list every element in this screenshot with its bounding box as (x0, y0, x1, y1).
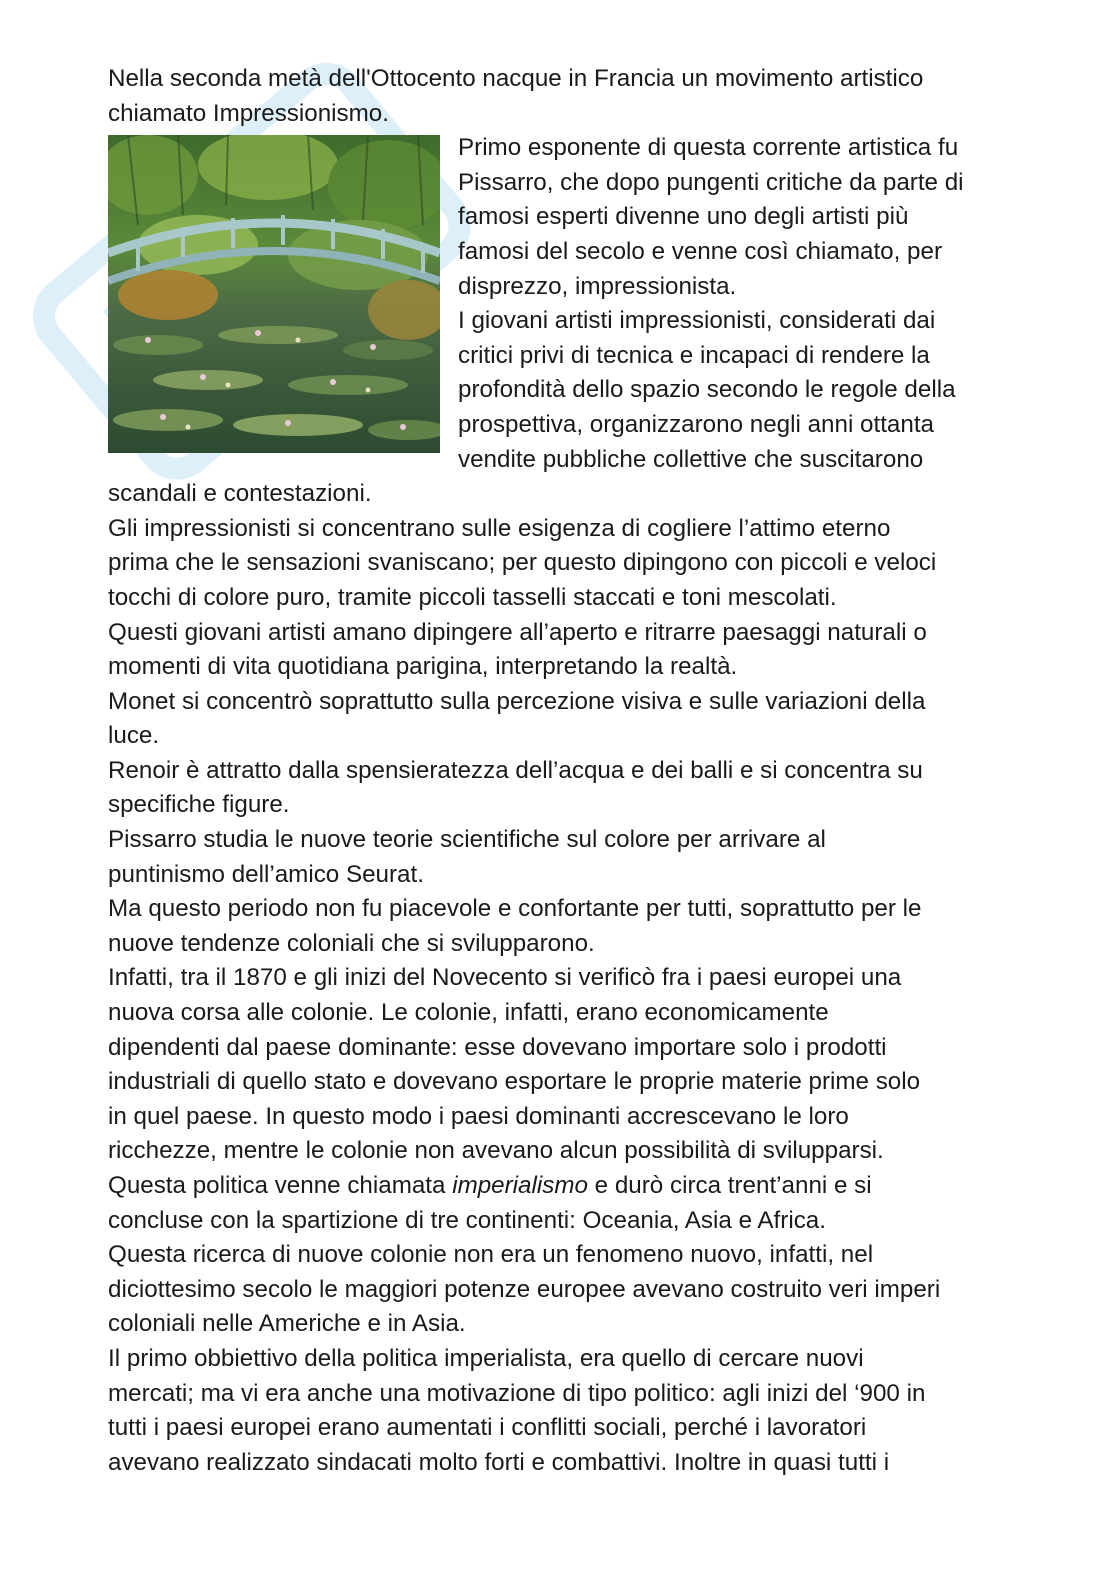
text-line: Monet si concentrò soprattutto sulla percezione visiva e sulle variazioni della (108, 687, 926, 715)
text-line: critici privi di tecnica e incapaci di rendere la (458, 341, 930, 369)
text-line: Il primo obbiettivo della politica imperialista, era quello di cercare nuovi (108, 1344, 864, 1372)
text-line: in quel paese. In questo modo i paesi dominanti accrescevano le loro (108, 1102, 849, 1130)
imperialism-term: imperialismo (452, 1172, 588, 1199)
text-line: famosi del secolo e venne così chiamato, per (458, 237, 943, 265)
water-lily-bridge-painting (108, 135, 440, 453)
text-line: Questa ricerca di nuove colonie non era un fenomeno nuovo, infatti, nel (108, 1241, 874, 1269)
text-line: Pissarro, che dopo pungenti critiche da parte di (458, 168, 964, 196)
text-line: momenti di vita quotidiana parigina, interpretando la realtà. (108, 653, 738, 681)
imperialism-after: e durò circa trent’anni e si (587, 1172, 872, 1199)
text-line: luce. (108, 722, 160, 750)
imperialism-before: Questa politica venne chiamata (108, 1172, 453, 1199)
text-line: scandali e contestazioni. (108, 480, 372, 508)
text-line: chiamato Impressionismo. (108, 99, 389, 127)
text-line: avevano realizzato sindacati molto forti e combattivi. Inoltre in quasi tutti i (108, 1448, 890, 1476)
text-line: coloniali nelle Americhe e in Asia. (108, 1310, 466, 1338)
text-line: prospettiva, organizzarono negli anni ottanta (458, 410, 935, 438)
text-line: puntinismo dell’amico Seurat. (108, 860, 424, 888)
text-line: disprezzo, impressionista. (458, 272, 737, 300)
text-line: Infatti, tra il 1870 e gli inizi del Novecento si verificò fra i paesi europei una (108, 964, 902, 992)
text-line: tutti i paesi europei erano aumentati i conflitti sociali, perché i lavoratori (108, 1414, 867, 1442)
text-line: Primo esponente di questa corrente artistica fu (458, 134, 959, 162)
text-line: diciottesimo secolo le maggiori potenze europee avevano costruito veri imperi (108, 1275, 941, 1303)
body-paragraphs-1 (108, 477, 1013, 1169)
body-paragraphs-2 (108, 1204, 1013, 1481)
text-line: I giovani artisti impressionisti, considerati dai (458, 307, 936, 335)
text-line: famosi esperti divenne uno degli artisti più (458, 203, 909, 231)
text-line: concluse con la spartizione di tre continenti: Oceania, Asia e Africa. (108, 1206, 826, 1234)
text-line: specifiche figure. (108, 791, 290, 819)
text-line: Ma questo periodo non fu piacevole e confortante per tutti, soprattutto per le (108, 895, 922, 923)
text-line: dipendenti dal paese dominante: esse dovevano importare solo i prodotti (108, 1033, 887, 1061)
text-line: prima che le sensazioni svaniscano; per questo dipingono con piccoli e veloci (108, 549, 937, 577)
text-line: tocchi di colore puro, tramite piccoli tasselli staccati e toni mescolati. (108, 583, 837, 611)
text-line: nuove tendenze coloniali che si svilupparono. (108, 929, 595, 957)
text-line: vendite pubbliche collettive che suscitarono (458, 445, 924, 473)
text-line: profondità dello spazio secondo le regole della (458, 376, 956, 404)
text-line: Gli impressionisti si concentrano sulle esigenza di cogliere l’attimo eterno (108, 514, 891, 542)
text-line: nuova corsa alle colonie. Le colonie, infatti, erano economicamente (108, 999, 829, 1027)
text-line: Nella seconda metà dell'Ottocento nacque in Francia un movimento artistico (108, 65, 924, 92)
text-line: Pissarro studia le nuove teorie scientifiche sul colore per arrivare al (108, 826, 826, 854)
text-line: mercati; ma vi era anche una motivazione di tipo politico: agli inizi del ‘900 in (108, 1379, 926, 1407)
text-line: ricchezze, mentre le colonie non avevano alcun possibilità di svilupparsi. (108, 1137, 884, 1165)
text-line: industriali di quello stato e dovevano esportare le proprie materie prime solo (108, 1068, 921, 1096)
text-line: Questi giovani artisti amano dipingere all’aperto e ritrarre paesaggi naturali o (108, 618, 927, 646)
text-line: Renoir è attratto dalla spensieratezza dell’acqua e dei balli e si concentra su (108, 756, 923, 784)
document-body (108, 62, 1013, 1480)
imperialism-line (108, 1169, 1013, 1204)
intro-paragraph (108, 62, 1013, 131)
